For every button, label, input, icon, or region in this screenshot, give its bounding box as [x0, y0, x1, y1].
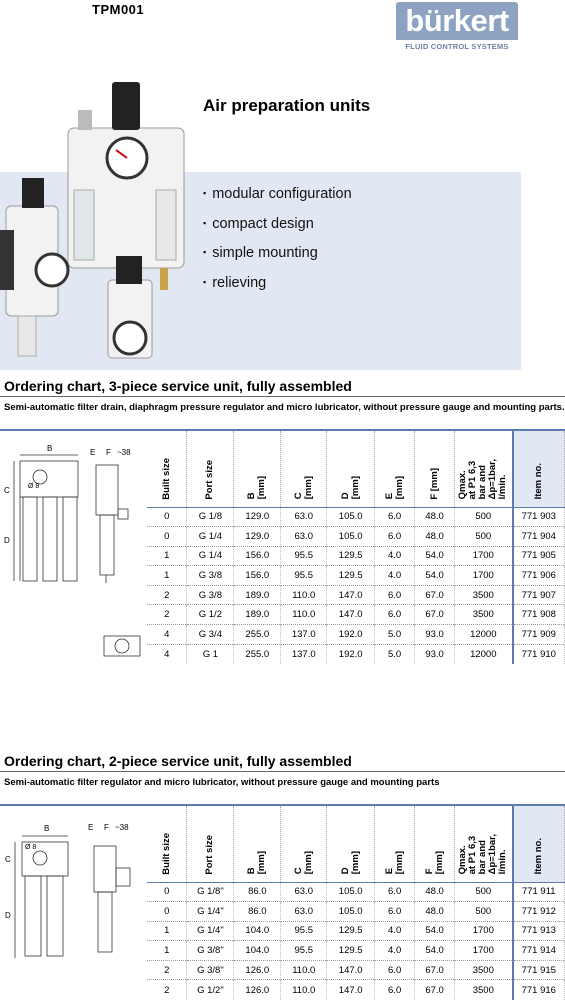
table-cell: G 1/2": [187, 980, 234, 1000]
divider: [0, 396, 565, 397]
chart2-block: [0, 804, 565, 1003]
table-cell: 105.0: [327, 882, 375, 902]
table-cell: 771 908: [513, 605, 565, 625]
dim-dia-label: Ø 8: [28, 483, 40, 490]
dim-f-label: F: [106, 448, 111, 457]
col-qmax: Qmax. at P1 6,3 bar and Δp=1bar, l/min.: [455, 431, 513, 507]
col-qmax: Qmax. at P1 6,3 bar and Δp=1bar, l/min.: [455, 806, 513, 882]
table-cell: 110.0: [281, 960, 327, 980]
dim-d-label: D: [5, 911, 11, 920]
table-row: [147, 585, 565, 605]
table-row: [147, 921, 565, 941]
table-header-row: [147, 431, 565, 507]
table-cell: 63.0: [281, 527, 327, 547]
table-cell: 1: [147, 566, 187, 586]
table-cell: 95.5: [281, 941, 327, 961]
table-cell: G 1/2: [187, 605, 234, 625]
table-cell: 137.0: [281, 644, 327, 664]
table-cell: 93.0: [415, 644, 455, 664]
table-cell: 1: [147, 546, 187, 566]
table-cell: 6.0: [375, 605, 415, 625]
table-cell: 147.0: [327, 960, 375, 980]
table-cell: 67.0: [415, 960, 455, 980]
table-cell: 1700: [455, 566, 513, 586]
table-cell: G 3/8: [187, 566, 234, 586]
table-cell: 0: [147, 527, 187, 547]
col-c: C [mm]: [281, 806, 327, 882]
table-cell: 500: [455, 527, 513, 547]
chart2-title: Ordering chart, 2-piece service unit, fully assembled: [4, 753, 352, 769]
table-cell: 189.0: [234, 605, 281, 625]
table-cell: 192.0: [327, 644, 375, 664]
table-cell: 771 906: [513, 566, 565, 586]
table-cell: 4.0: [375, 566, 415, 586]
chart1-dimension-drawing: [0, 431, 147, 666]
table-cell: G 1/4": [187, 902, 234, 922]
table-cell: 6.0: [375, 980, 415, 1000]
table-cell: 126.0: [234, 960, 281, 980]
table-cell: 771 907: [513, 585, 565, 605]
table-cell: 771 910: [513, 644, 565, 664]
col-built-size: Built size: [147, 806, 187, 882]
table-cell: 1: [147, 921, 187, 941]
table-cell: 0: [147, 902, 187, 922]
table-cell: G 1/4: [187, 527, 234, 547]
table-cell: 48.0: [415, 902, 455, 922]
table-cell: 105.0: [327, 507, 375, 527]
table-cell: 189.0: [234, 585, 281, 605]
table-row: [147, 941, 565, 961]
table-cell: 67.0: [415, 605, 455, 625]
table-cell: 104.0: [234, 941, 281, 961]
table-cell: 1: [147, 941, 187, 961]
col-e: E [mm]: [375, 806, 415, 882]
table-cell: G 3/4: [187, 625, 234, 645]
col-port-size: Port size: [187, 431, 234, 507]
table-cell: 110.0: [281, 605, 327, 625]
table-cell: 6.0: [375, 527, 415, 547]
table-cell: 54.0: [415, 546, 455, 566]
feature-item: ▪ simple mounting: [203, 245, 352, 275]
table-cell: 156.0: [234, 566, 281, 586]
col-e: E [mm]: [375, 431, 415, 507]
feature-item: ▪ modular configuration: [203, 186, 352, 216]
table-cell: 12000: [455, 644, 513, 664]
table-row: [147, 882, 565, 902]
table-cell: 6.0: [375, 960, 415, 980]
col-b: B [mm]: [234, 431, 281, 507]
chart2-table: [147, 806, 565, 1000]
table-cell: 129.5: [327, 546, 375, 566]
table-cell: 771 912: [513, 902, 565, 922]
table-cell: G 1/4: [187, 546, 234, 566]
table-cell: 67.0: [415, 585, 455, 605]
regulator-illustration: [0, 178, 68, 356]
table-cell: 67.0: [415, 980, 455, 1000]
table-cell: 3500: [455, 585, 513, 605]
dim-c-label: C: [5, 855, 11, 864]
table-cell: 255.0: [234, 625, 281, 645]
small-regulator-illustration: [108, 256, 152, 358]
dim-e-label: E: [88, 823, 94, 832]
feature-item: ▪ relieving: [203, 275, 352, 305]
feature-item: ▪ compact design: [203, 216, 352, 246]
dim-c-label: C: [4, 486, 10, 495]
dim-b-label: B: [47, 444, 53, 453]
table-cell: G 1/8: [187, 507, 234, 527]
table-cell: 54.0: [415, 921, 455, 941]
table-row: [147, 980, 565, 1000]
table-row: [147, 902, 565, 922]
table-row: [147, 527, 565, 547]
chart1-block: [0, 429, 565, 666]
table-cell: 0: [147, 882, 187, 902]
table-cell: 104.0: [234, 921, 281, 941]
table-cell: 63.0: [281, 902, 327, 922]
dim-f-label: F: [104, 823, 109, 832]
table-cell: 500: [455, 902, 513, 922]
table-cell: 156.0: [234, 546, 281, 566]
chart2-subtitle: Semi-automatic filter regulator and micro lubricator, without pressure gauge and mounting parts: [4, 777, 440, 788]
table-cell: 48.0: [415, 507, 455, 527]
table-row: [147, 960, 565, 980]
table-cell: 5.0: [375, 625, 415, 645]
col-d: D [mm]: [327, 431, 375, 507]
table-cell: 95.5: [281, 566, 327, 586]
table-cell: 5.0: [375, 644, 415, 664]
product-image: [0, 80, 200, 372]
table-cell: 63.0: [281, 882, 327, 902]
table-cell: 771 911: [513, 882, 565, 902]
table-cell: 771 914: [513, 941, 565, 961]
table-cell: 12000: [455, 625, 513, 645]
hero-title: Air preparation units: [203, 96, 371, 115]
table-cell: 771 905: [513, 546, 565, 566]
table-cell: 1700: [455, 941, 513, 961]
table-cell: 129.5: [327, 566, 375, 586]
table-cell: 63.0: [281, 507, 327, 527]
table-cell: 771 916: [513, 980, 565, 1000]
table-cell: 771 903: [513, 507, 565, 527]
chart2-dimension-drawing: [0, 806, 147, 1003]
table-cell: 126.0: [234, 980, 281, 1000]
divider: [0, 771, 565, 772]
table-cell: 147.0: [327, 980, 375, 1000]
col-f: F [mm]: [415, 806, 455, 882]
table-row: [147, 507, 565, 527]
dim-d-label: D: [4, 536, 10, 545]
table-cell: 4: [147, 625, 187, 645]
burkert-logo: [396, 2, 518, 52]
table-cell: 48.0: [415, 527, 455, 547]
col-d: D [mm]: [327, 806, 375, 882]
col-built-size: Built size: [147, 431, 187, 507]
table-cell: G 3/8: [187, 585, 234, 605]
table-cell: 129.0: [234, 527, 281, 547]
table-cell: 4.0: [375, 546, 415, 566]
doc-code: TPM001: [92, 2, 145, 17]
table-cell: 4.0: [375, 941, 415, 961]
table-cell: 6.0: [375, 585, 415, 605]
table-row: [147, 605, 565, 625]
table-cell: 105.0: [327, 902, 375, 922]
dim-b-label: B: [44, 824, 50, 833]
dim-38-label: ~38: [115, 823, 129, 832]
table-cell: 137.0: [281, 625, 327, 645]
table-cell: 500: [455, 882, 513, 902]
table-cell: 95.5: [281, 546, 327, 566]
dim-e-label: E: [90, 448, 96, 457]
table-cell: 54.0: [415, 566, 455, 586]
table-cell: 4.0: [375, 921, 415, 941]
table-cell: 110.0: [281, 585, 327, 605]
logo-tagline: FLUID CONTROL SYSTEMS: [405, 42, 509, 51]
table-header-row: [147, 806, 565, 882]
table-cell: 6.0: [375, 507, 415, 527]
table-cell: 2: [147, 585, 187, 605]
table-cell: 771 915: [513, 960, 565, 980]
table-cell: 129.5: [327, 921, 375, 941]
table-cell: 192.0: [327, 625, 375, 645]
chart1-subtitle: Semi-automatic filter drain, diaphragm pressure regulator and micro lubricator, without pressure gauge and mounting parts.: [4, 402, 565, 413]
table-cell: 4: [147, 644, 187, 664]
table-row: [147, 566, 565, 586]
table-cell: 2: [147, 980, 187, 1000]
table-cell: 95.5: [281, 921, 327, 941]
col-item-no: Item no.: [513, 431, 565, 507]
table-cell: 129.5: [327, 941, 375, 961]
table-cell: 93.0: [415, 625, 455, 645]
table-cell: 3500: [455, 605, 513, 625]
table-cell: 129.0: [234, 507, 281, 527]
col-c: C [mm]: [281, 431, 327, 507]
col-b: B [mm]: [234, 806, 281, 882]
table-cell: 147.0: [327, 605, 375, 625]
table-cell: 2: [147, 960, 187, 980]
table-cell: 1700: [455, 546, 513, 566]
table-cell: G 1/4": [187, 921, 234, 941]
table-cell: 255.0: [234, 644, 281, 664]
col-f: F [mm]: [415, 431, 455, 507]
table-cell: 86.0: [234, 902, 281, 922]
table-cell: G 3/8": [187, 960, 234, 980]
table-cell: 771 913: [513, 921, 565, 941]
table-cell: 771 904: [513, 527, 565, 547]
col-port-size: Port size: [187, 806, 234, 882]
dim-dia-label: Ø 8: [25, 844, 37, 851]
chart1-title: Ordering chart, 3-piece service unit, fully assembled: [4, 378, 352, 394]
table-cell: 54.0: [415, 941, 455, 961]
table-cell: 771 909: [513, 625, 565, 645]
table-cell: 500: [455, 507, 513, 527]
col-item-no: Item no.: [513, 806, 565, 882]
table-cell: 3500: [455, 980, 513, 1000]
table-cell: 105.0: [327, 527, 375, 547]
table-cell: 6.0: [375, 902, 415, 922]
table-cell: 6.0: [375, 882, 415, 902]
table-cell: 0: [147, 507, 187, 527]
table-cell: 86.0: [234, 882, 281, 902]
table-row: [147, 546, 565, 566]
table-cell: 3500: [455, 960, 513, 980]
table-cell: 147.0: [327, 585, 375, 605]
chart1-table: [147, 431, 565, 664]
logo-wordmark: bürkert: [396, 2, 518, 40]
table-cell: 48.0: [415, 882, 455, 902]
table-cell: 1700: [455, 921, 513, 941]
table-cell: G 1/8": [187, 882, 234, 902]
table-cell: 110.0: [281, 980, 327, 1000]
table-row: [147, 625, 565, 645]
feature-list: [203, 186, 352, 304]
table-cell: G 3/8": [187, 941, 234, 961]
dim-38-label: ~38: [117, 448, 131, 457]
table-row: [147, 644, 565, 664]
table-cell: 2: [147, 605, 187, 625]
table-cell: G 1: [187, 644, 234, 664]
